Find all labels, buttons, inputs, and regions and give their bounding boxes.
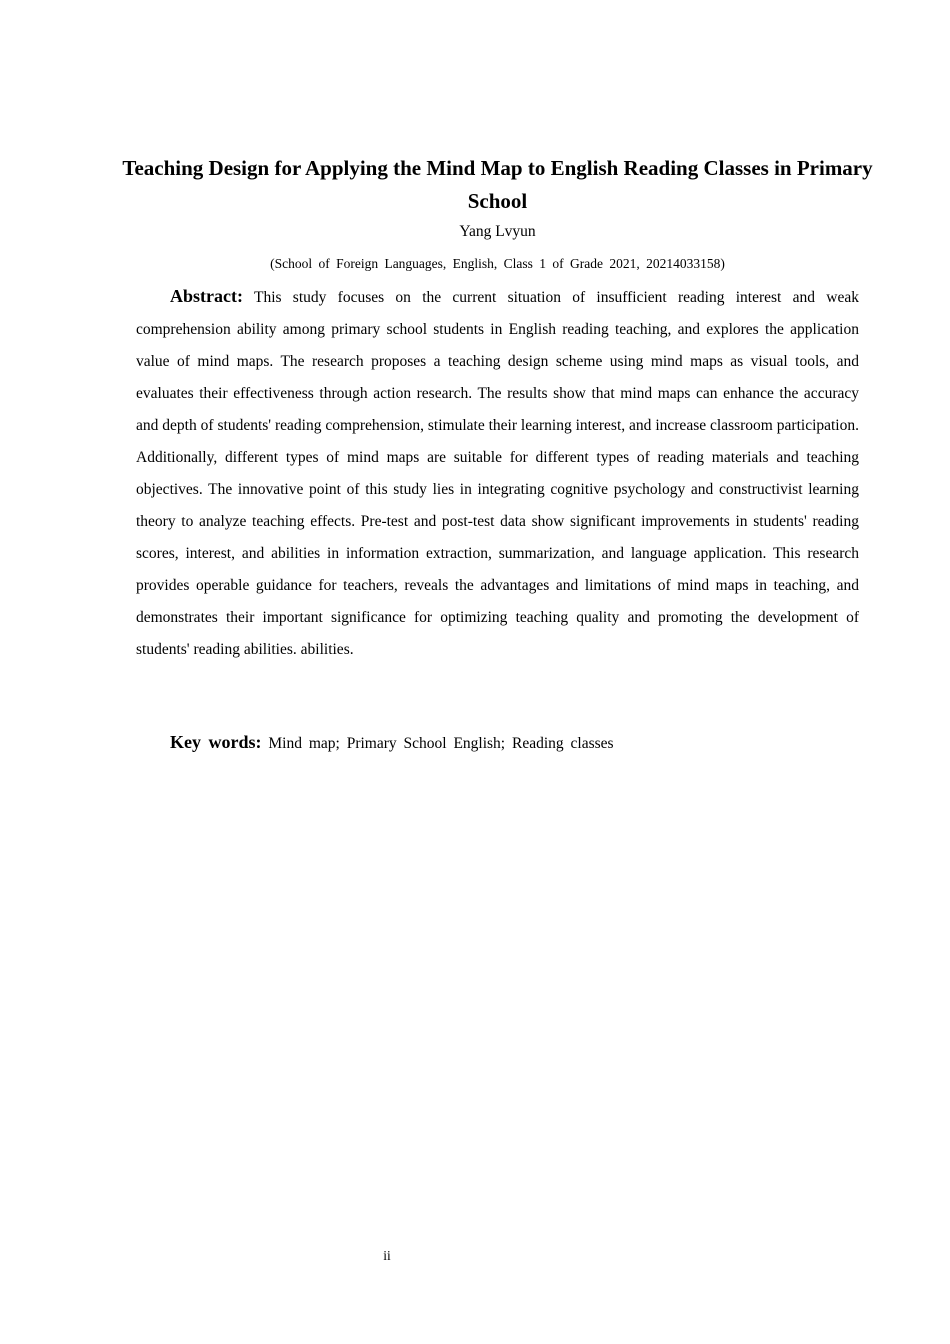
author-name: Yang Lvyun <box>459 223 536 240</box>
keywords-label: Key words: <box>170 732 262 752</box>
abstract-text: This study focuses on the current situation of insufficient reading interest and weak comprehension ability among primary school students in English reading teaching, and explores the application value of mind maps. The research proposes a teaching design scheme using mind maps as visual tools, and evaluates their effectiveness through action research. The results show that mind maps can enhance the accuracy and depth of students' reading comprehension, stimulate their learning interest, and increase classroom participation. Additionally, different types of mind maps are suitable for different types of reading materials and teaching objectives. The innovative point of this study lies in integrating cognitive psychology and constructivist learning theory to analyze teaching effects. Pre-test and post-test data show significant improvements in students' reading scores, interest, and abilities in information extraction, summarization, and language application. This research provides operable guidance for teachers, reveals the advantages and limitations of mind maps in teaching, and demonstrates their important significance for optimizing teaching quality and promoting the development of students' reading abilities. abilities. <box>136 289 859 658</box>
keywords-text: Mind map; Primary School English; Reading classes <box>268 735 614 752</box>
page-number: ii <box>383 1248 391 1263</box>
abstract-paragraph <box>136 280 859 666</box>
paper-title: Teaching Design for Applying the Mind Map to English Reading Classes in Primary School <box>122 156 873 213</box>
author-affiliation: (School of Foreign Languages, English, Class 1 of Grade 2021, 20214033158) <box>270 256 725 271</box>
abstract-label: Abstract: <box>170 286 243 306</box>
keywords-paragraph <box>136 726 859 760</box>
